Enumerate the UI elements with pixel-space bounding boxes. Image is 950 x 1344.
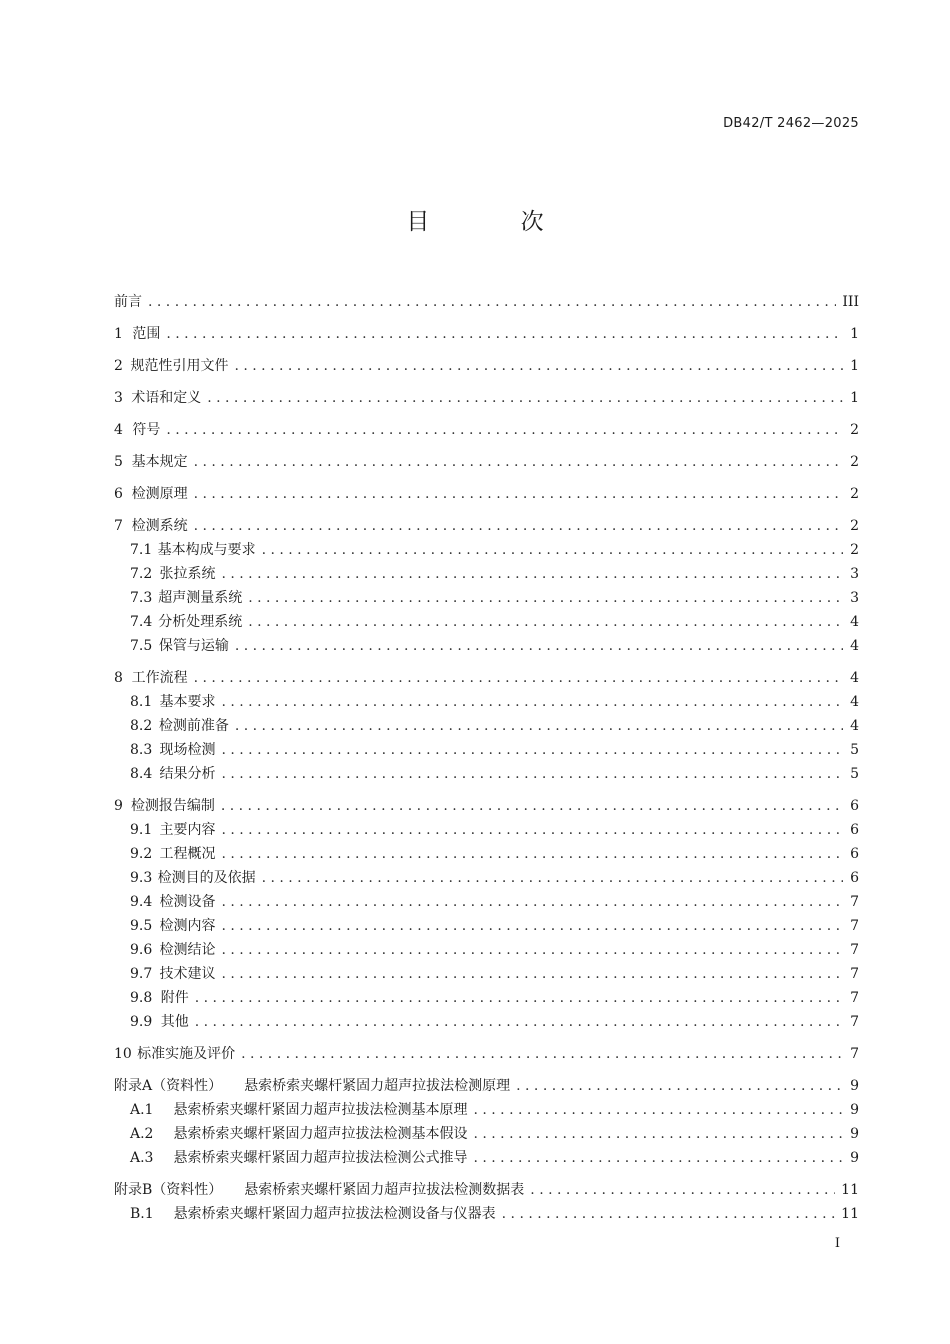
toc-entry-number: 7 [114,518,123,534]
toc-entry[interactable] [114,450,859,474]
toc-entry-label: 技术建议 [159,966,216,982]
leader-dots [221,690,843,714]
toc-entry-page: 7 [850,966,859,982]
toc-entry-number: 9.8 [130,990,153,1006]
toc-entry-number: 1 [114,326,123,342]
toc-entry-page: 6 [850,846,859,862]
toc-entry-number: 9.3 [130,870,153,886]
toc-entry-label: 分析处理系统 [158,614,243,630]
toc-entry-page: 7 [850,1046,859,1062]
toc-entry-page: III [842,294,859,310]
toc-entry-page: 9 [850,1102,859,1118]
toc-subentry[interactable] [114,1122,859,1146]
toc-entry[interactable] [114,482,859,506]
toc-entry-label: 悬索桥索夹螺杆紧固力超声拉拔法检测基本假设 [173,1126,468,1142]
toc-entry-page: 3 [850,566,859,582]
leader-dots [221,890,843,914]
toc-subentry[interactable] [114,1202,859,1226]
toc-entry-label: 前言 [114,294,142,310]
toc-entry-number: A.3 [130,1150,154,1166]
toc-entry-number: 3 [114,390,123,406]
toc-entry-page: 4 [850,638,859,654]
toc-entry-number: 6 [114,486,123,502]
toc-subentry[interactable] [114,1098,859,1122]
leader-dots [221,762,843,786]
toc-subentry[interactable] [114,1146,859,1170]
leader-dots [235,634,843,658]
toc-entry-number: 5 [114,454,123,470]
leader-dots [166,322,843,346]
toc-appendix-entry[interactable] [114,1178,859,1202]
toc-entry-label: 工程概况 [159,846,216,862]
toc-subentry[interactable] [114,818,859,842]
leader-dots [195,1010,843,1034]
toc-entry[interactable] [114,354,859,378]
toc-subentry[interactable] [114,538,859,562]
toc-entry-page: 4 [850,614,859,630]
toc-entry-label: 检测前准备 [158,718,229,734]
leader-dots [221,842,843,866]
toc-entry-number: 8.2 [130,718,153,734]
page-number: I [834,1236,840,1251]
toc-entry-label: 范围 [132,326,161,342]
toc-entry[interactable] [114,418,859,442]
leader-dots [221,562,843,586]
leader-dots [221,738,843,762]
document-code: DB42/T 2462—2025 [723,116,859,131]
leader-dots [241,1042,843,1066]
leader-dots [473,1122,843,1146]
toc-entry-number: 7.1 [130,542,153,558]
toc-entry[interactable] [114,322,859,346]
leader-dots [166,418,843,442]
toc-entry-number: 7.3 [130,590,153,606]
toc-entry-number: 9.1 [130,822,153,838]
toc-subentry[interactable] [114,962,859,986]
toc-subentry[interactable] [114,866,859,890]
toc-entry-number: A.2 [130,1126,154,1142]
toc-entry-label: 检测报告编制 [130,798,215,814]
toc-entry-page: 2 [850,454,859,470]
toc-entry-number: 9.2 [130,846,153,862]
page-title: 目 次 [406,209,586,235]
leader-dots [516,1074,843,1098]
toc-entry-page: 4 [850,670,859,686]
toc-subentry[interactable] [114,914,859,938]
toc-entry-label: 术语和定义 [131,390,202,406]
toc-entry-label: 检测内容 [159,918,216,934]
toc-entry-page: 4 [850,694,859,710]
toc-entry-page: 1 [850,358,859,374]
toc-entry-label: 结果分析 [159,766,216,782]
toc-entry-number: 附录A（资料性） [114,1078,223,1094]
toc-entry-page: 7 [850,894,859,910]
toc-entry-number: 9.9 [130,1014,153,1030]
toc-entry-number: 9.6 [130,942,153,958]
leader-dots [194,482,843,506]
toc-entry-page: 2 [850,542,859,558]
toc-entry-page: 6 [850,870,859,886]
toc-entry-label: 符号 [132,422,161,438]
toc-entry[interactable] [114,1042,859,1066]
toc-subentry[interactable] [114,842,859,866]
toc-subentry[interactable] [114,986,859,1010]
toc-entry-number: 8 [114,670,123,686]
toc-entry-page: 11 [841,1206,859,1222]
leader-dots [234,354,843,378]
toc-entry[interactable] [114,514,859,538]
toc-entry-label: 保管与运输 [158,638,229,654]
toc-entry-label: 规范性引用文件 [130,358,229,374]
toc-subentry[interactable] [114,738,859,762]
leader-dots [195,986,843,1010]
toc-entry-page: 3 [850,590,859,606]
toc-entry-number: 7.2 [130,566,153,582]
toc-entry-number: 9.5 [130,918,153,934]
leader-dots [221,938,843,962]
leader-dots [473,1146,843,1170]
leader-dots [473,1098,843,1122]
toc-entry-label: 检测设备 [159,894,216,910]
leader-dots [221,794,843,818]
toc-entry-label: 基本规定 [131,454,188,470]
leader-dots [207,386,843,410]
toc-entry-page: 7 [850,942,859,958]
leader-dots [148,290,836,314]
toc-entry-label: 悬索桥索夹螺杆紧固力超声拉拔法检测原理 [244,1078,511,1094]
toc-entry-label: 附件 [160,990,189,1006]
leader-dots [530,1178,835,1202]
toc-entry-label: 标准实施及评价 [137,1046,236,1062]
toc-entry-page: 7 [850,918,859,934]
toc-entry-page: 5 [850,766,859,782]
leader-dots [262,538,843,562]
toc-entry-label: 工作流程 [131,670,188,686]
toc-entry-number: 10 [114,1046,132,1062]
toc-subentry[interactable] [114,690,859,714]
toc-entry-label: 悬索桥索夹螺杆紧固力超声拉拔法检测设备与仪器表 [173,1206,496,1222]
toc-subentry[interactable] [114,634,859,658]
toc-entry-page: 5 [850,742,859,758]
toc-subentry[interactable] [114,562,859,586]
toc-entry-page: 6 [850,822,859,838]
toc-entry[interactable] [114,290,859,314]
toc-entry-number: 7.5 [130,638,153,654]
toc-entry-label: 检测结论 [159,942,216,958]
toc-entry-label: 基本构成与要求 [157,542,256,558]
toc-entry-label: 悬索桥索夹螺杆紧固力超声拉拔法检测数据表 [244,1182,525,1198]
toc-entry-number: 7.4 [130,614,153,630]
toc-entry-page: 2 [850,422,859,438]
toc-entry-label: 基本要求 [159,694,216,710]
toc-entry-page: 7 [850,990,859,1006]
toc-entry-number: 8.4 [130,766,153,782]
toc-entry-page: 9 [850,1126,859,1142]
toc-entry-number: 8.3 [130,742,153,758]
leader-dots [248,586,843,610]
leader-dots [221,962,843,986]
toc-entry-label: 检测目的及依据 [157,870,256,886]
toc-entry-page: 11 [841,1182,859,1198]
leader-dots [221,818,843,842]
toc-entry-number: 8.1 [130,694,153,710]
leader-dots [194,666,843,690]
toc-entry-page: 4 [850,718,859,734]
toc-entry-page: 9 [850,1078,859,1094]
toc-subentry[interactable] [114,1010,859,1034]
toc-entry-label: 检测系统 [131,518,188,534]
toc-entry-number: A.1 [130,1102,154,1118]
leader-dots [248,610,843,634]
toc-entry-number: 9 [114,798,123,814]
leader-dots [235,714,843,738]
toc-entry-label: 悬索桥索夹螺杆紧固力超声拉拔法检测公式推导 [173,1150,468,1166]
toc-subentry[interactable] [114,762,859,786]
toc-entry-page: 1 [850,390,859,406]
toc-entry[interactable] [114,386,859,410]
toc-entry-number: 9.4 [130,894,153,910]
toc-entry-label: 张拉系统 [159,566,216,582]
toc-subentry[interactable] [114,714,859,738]
toc-entry-label: 超声测量系统 [158,590,243,606]
leader-dots [194,450,843,474]
leader-dots [262,866,843,890]
toc-entry-number: 2 [114,358,123,374]
toc-entry-label: 其他 [160,1014,189,1030]
toc-entry-number: 9.7 [130,966,153,982]
toc-entry-number: 附录B（资料性） [114,1182,223,1198]
toc-entry-label: 现场检测 [159,742,216,758]
toc-entry-label: 主要内容 [159,822,216,838]
table-of-contents [114,290,859,1226]
toc-entry-label: 悬索桥索夹螺杆紧固力超声拉拔法检测基本原理 [173,1102,468,1118]
leader-dots [221,914,843,938]
toc-subentry[interactable] [114,586,859,610]
leader-dots [194,514,843,538]
toc-entry-page: 9 [850,1150,859,1166]
toc-entry-number: 4 [114,422,123,438]
toc-entry[interactable] [114,794,859,818]
toc-appendix-entry[interactable] [114,1074,859,1098]
toc-entry-page: 2 [850,518,859,534]
toc-entry-page: 7 [850,1014,859,1030]
toc-subentry[interactable] [114,938,859,962]
leader-dots [502,1202,836,1226]
toc-entry-page: 2 [850,486,859,502]
toc-subentry[interactable] [114,610,859,634]
toc-subentry[interactable] [114,890,859,914]
toc-entry-label: 检测原理 [131,486,188,502]
toc-entry-page: 6 [850,798,859,814]
toc-entry-number: B.1 [130,1206,154,1222]
toc-entry-page: 1 [850,326,859,342]
toc-entry[interactable] [114,666,859,690]
